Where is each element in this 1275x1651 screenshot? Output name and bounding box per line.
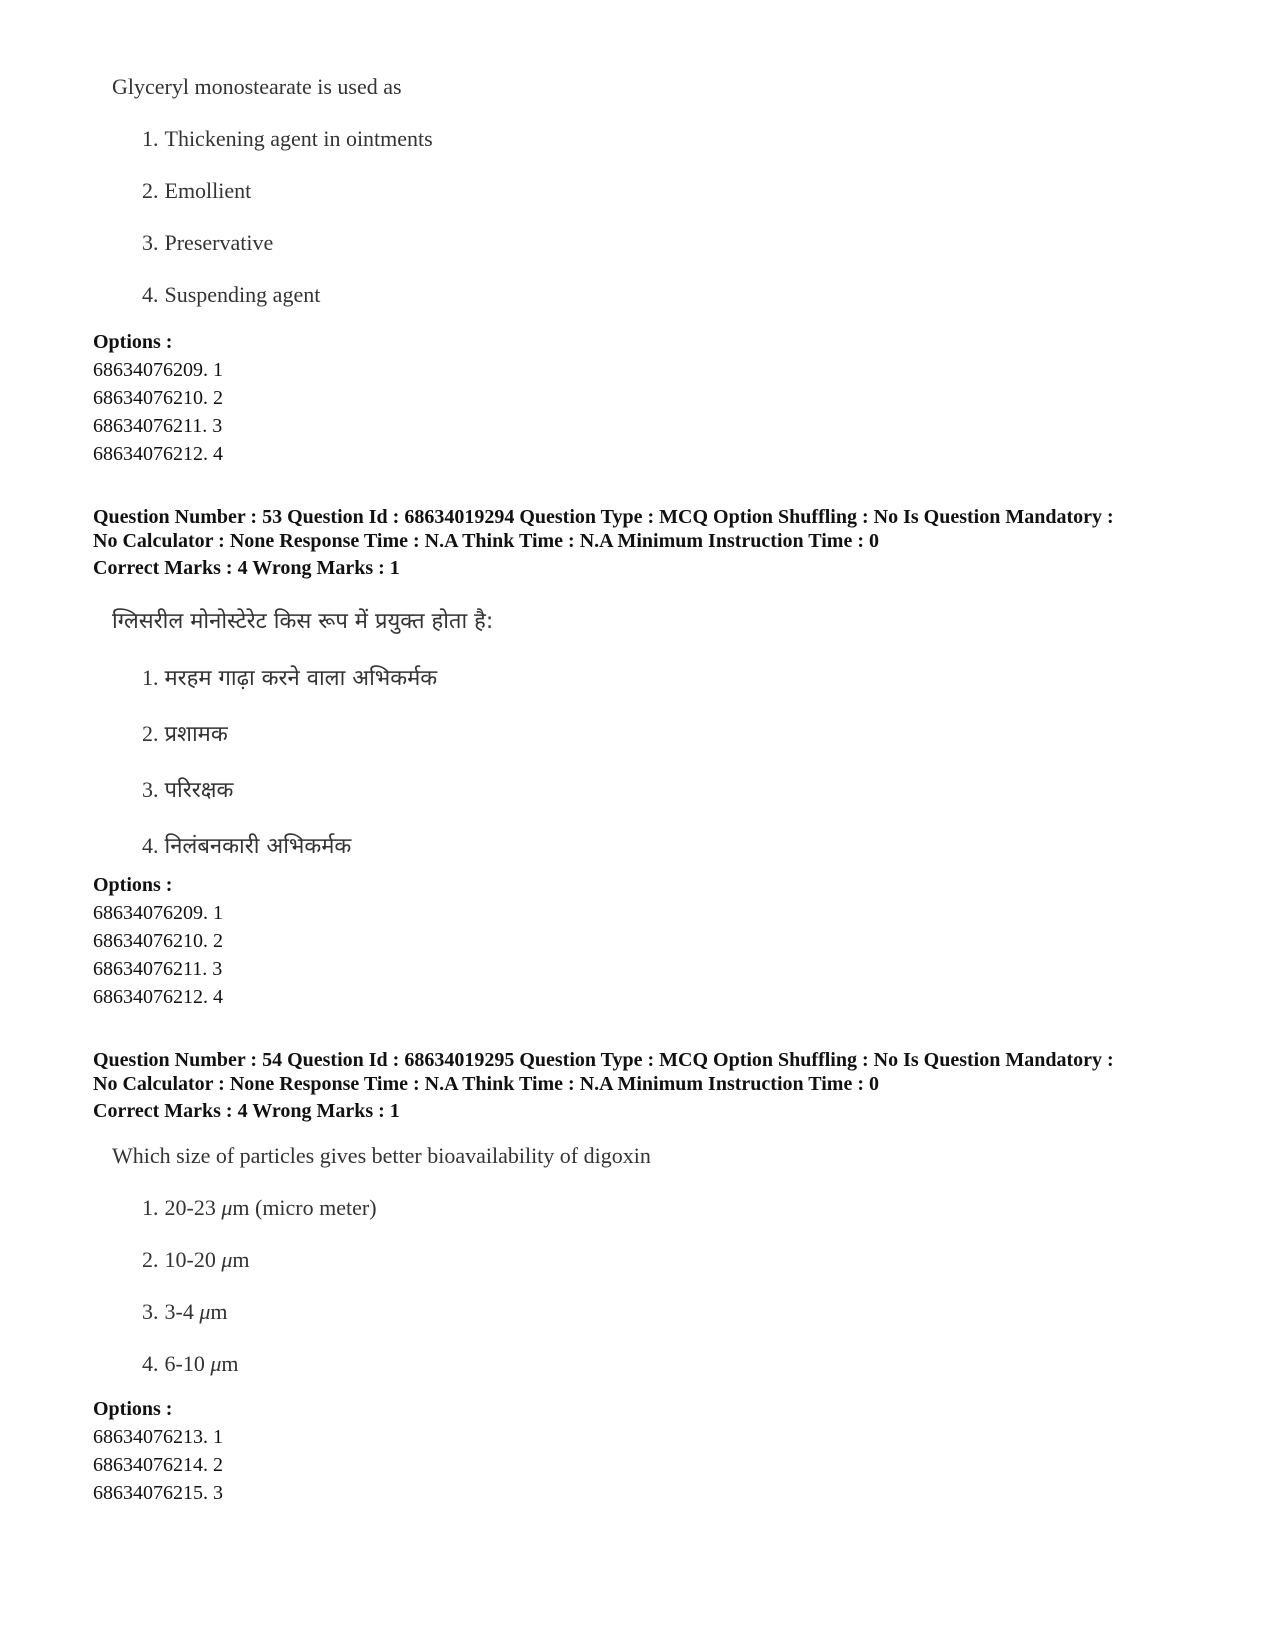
q53-marks: Correct Marks : 4 Wrong Marks : 1 (93, 557, 400, 579)
mu-symbol: μ (221, 1195, 233, 1220)
q53-meta (93, 505, 1213, 553)
question-54-stem: Which size of particles gives better bioavailability of digoxin (112, 1143, 651, 1168)
choice-unit: m (232, 1247, 250, 1272)
mu-symbol: μ (221, 1247, 233, 1272)
choice-unit: m (221, 1351, 239, 1376)
q52-choice-4 (142, 282, 320, 308)
choice-value: 3-4 (164, 1299, 200, 1324)
choice-text: Suspending agent (164, 282, 321, 307)
q53-choice-3 (142, 774, 233, 804)
q54-option-1: 68634076213. 1 (93, 1426, 223, 1448)
q52-option-1: 68634076209. 1 (93, 359, 223, 381)
q54-option-2: 68634076214. 2 (93, 1454, 223, 1476)
choice-text: प्रशामक (164, 722, 228, 747)
q54-options-label: Options : (93, 1398, 173, 1420)
q53-option-3: 68634076211. 3 (93, 958, 223, 980)
choice-number: 1. (142, 665, 159, 690)
choice-number: 2. (142, 721, 159, 746)
q52-option-4: 68634076212. 4 (93, 443, 223, 465)
q52-choice-1 (142, 126, 433, 152)
choice-number: 4. (142, 1351, 159, 1376)
q53-option-4: 68634076212. 4 (93, 986, 223, 1008)
choice-value: 6-10 (164, 1351, 211, 1376)
q52-choice-3 (142, 230, 273, 256)
mu-symbol: μ (210, 1351, 222, 1376)
q54-choice-3 (142, 1299, 228, 1325)
choice-number: 2. (142, 1247, 159, 1272)
q53-options-label: Options : (93, 874, 173, 896)
choice-value: 20-23 (164, 1195, 222, 1220)
q52-choice-2 (142, 178, 251, 204)
choice-unit: m (micro meter) (232, 1195, 377, 1220)
choice-number: 2. (142, 178, 159, 203)
choice-number: 3. (142, 777, 159, 802)
q54-choice-2 (142, 1247, 250, 1273)
q53-choice-2 (142, 718, 228, 748)
choice-text: Preservative (164, 230, 274, 255)
q54-meta-line-1: Question Number : 54 Question Id : 68634019295 Question Type : MCQ Option Shuffling : No Is Question Mandatory : (93, 1049, 1114, 1071)
choice-text: Thickening agent in ointments (164, 126, 433, 151)
choice-number: 1. (142, 126, 159, 151)
choice-number: 4. (142, 833, 159, 858)
q53-option-1: 68634076209. 1 (93, 902, 223, 924)
q54-meta (93, 1048, 1213, 1096)
q53-choice-4 (142, 830, 351, 860)
q52-option-3: 68634076211. 3 (93, 415, 223, 437)
q54-meta-line-2: No Calculator : None Response Time : N.A Think Time : N.A Minimum Instruction Time : 0 (93, 1073, 879, 1095)
choice-number: 1. (142, 1195, 159, 1220)
question-53-stem: ग्लिसरील मोनोस्टेरेट किस रूप में प्रयुक्त होता है: (112, 609, 494, 634)
q54-choice-4 (142, 1351, 239, 1377)
q53-meta-line-2: No Calculator : None Response Time : N.A Think Time : N.A Minimum Instruction Time : 0 (93, 530, 879, 552)
q54-option-3: 68634076215. 3 (93, 1482, 223, 1504)
choice-text: परिरक्षक (164, 778, 234, 803)
q54-marks: Correct Marks : 4 Wrong Marks : 1 (93, 1100, 400, 1122)
choice-text: निलंबनकारी अभिकर्मक (164, 834, 352, 859)
choice-number: 4. (142, 282, 159, 307)
q53-choice-1 (142, 662, 437, 692)
choice-text: Emollient (164, 178, 252, 203)
question-52-stem: Glyceryl monostearate is used as (112, 74, 402, 99)
choice-value: 10-20 (164, 1247, 222, 1272)
choice-unit: m (210, 1299, 228, 1324)
q53-meta-line-1: Question Number : 53 Question Id : 68634019294 Question Type : MCQ Option Shuffling : No Is Question Mandatory : (93, 506, 1114, 528)
q53-option-2: 68634076210. 2 (93, 930, 223, 952)
q54-choice-1 (142, 1195, 377, 1221)
choice-number: 3. (142, 1299, 159, 1324)
mu-symbol: μ (199, 1299, 211, 1324)
q52-option-2: 68634076210. 2 (93, 387, 223, 409)
choice-text: मरहम गाढ़ा करने वाला अभिकर्मक (164, 666, 438, 691)
q52-options-label: Options : (93, 331, 173, 353)
choice-number: 3. (142, 230, 159, 255)
